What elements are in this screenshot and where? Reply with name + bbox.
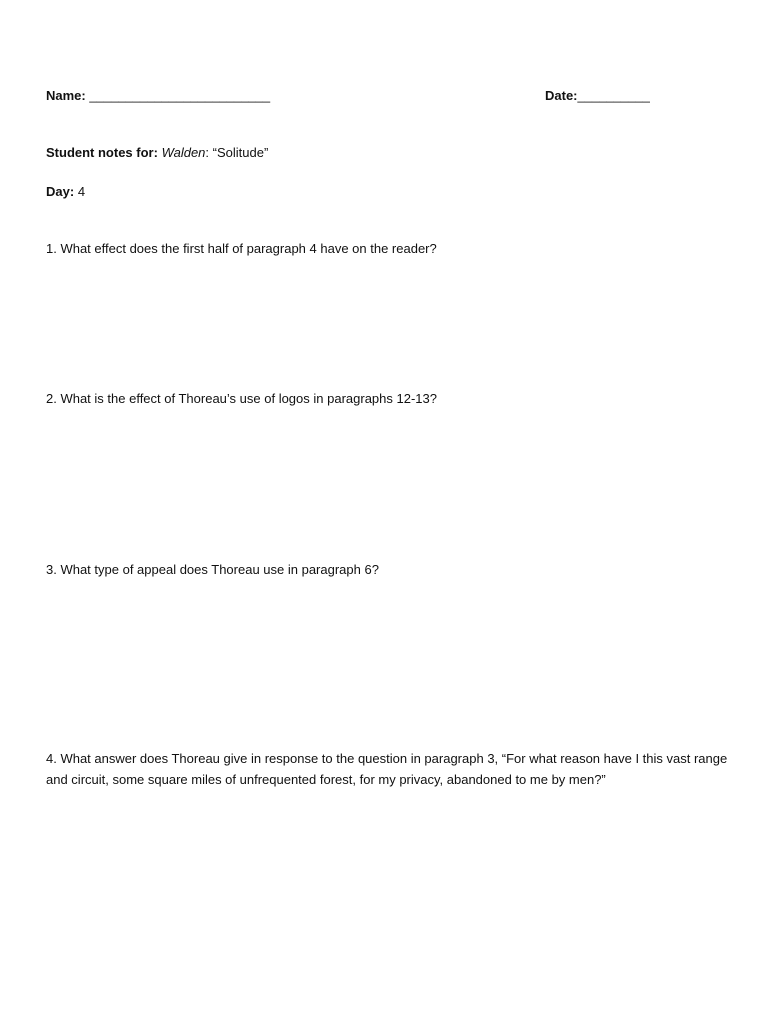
day-line [46,181,85,202]
date-field [545,85,650,106]
day-value: 4 [77,184,86,199]
date-blank: __________ [577,88,650,103]
title-chapter: “Solitude” [212,145,269,160]
title-label: Student notes for: [46,145,158,160]
name-blank: _________________________ [89,88,271,103]
name-field [46,85,270,106]
date-label: Date: [545,88,578,103]
document-title [46,142,268,163]
title-separator: : [205,145,210,160]
title-work: Walden [161,145,206,160]
question-4: 4. What answer does Thoreau give in response to the question in paragraph 3, “For what reason have I this vast range and circuit, some square miles of unfrequented forest, for my privacy, abandoned to me by men?” [46,751,728,787]
question-2: 2. What is the effect of Thoreau’s use of logos in paragraphs 12-13? [46,391,437,406]
name-label: Name: [46,88,86,103]
question-1: 1. What effect does the first half of paragraph 4 have on the reader? [46,241,437,256]
day-label: Day: [46,184,75,199]
question-3: 3. What type of appeal does Thoreau use in paragraph 6? [46,562,379,577]
